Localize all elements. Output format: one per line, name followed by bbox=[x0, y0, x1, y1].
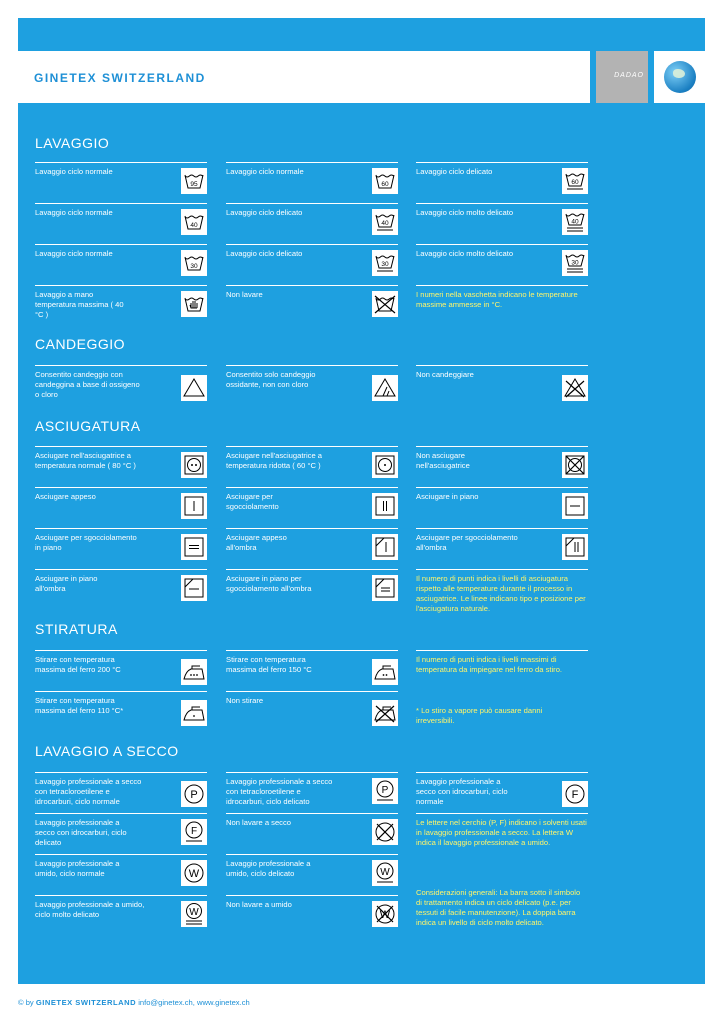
washtub-30-bar-icon bbox=[372, 250, 398, 276]
secco-note: Le lettere nel cerchio (P, F) indicano i solventi usati in lavaggio professionale a secco. La lettera W indica il lavaggio professionale a umido. bbox=[416, 813, 588, 848]
svg-text:40: 40 bbox=[190, 222, 198, 229]
asciugatura-item: Asciugare appeso all'ombra bbox=[226, 528, 398, 569]
washtub-30-double-bar-icon bbox=[562, 250, 588, 276]
stiratura-item: Stirare con temperatura massima del ferro 200 °C bbox=[35, 650, 207, 691]
candeggio-item: Consentito candeggio con candeggina a base di ossigeno o cloro bbox=[35, 365, 207, 410]
drip-dry-icon bbox=[372, 493, 398, 519]
svg-text:P: P bbox=[190, 789, 198, 801]
lavaggio-item: Lavaggio ciclo delicato 40 bbox=[226, 203, 398, 244]
drip-dry-shade-icon bbox=[562, 534, 588, 560]
no-iron-icon bbox=[372, 700, 398, 726]
lavaggio-item: Lavaggio a mano temperatura massima ( 40 °C ) bbox=[35, 285, 207, 332]
candeggio-item: Consentito solo candeggio ossidante, non con cloro bbox=[226, 365, 398, 410]
globe-icon bbox=[664, 61, 696, 93]
dry-flat-icon bbox=[562, 493, 588, 519]
secco-item: Lavaggio professionale a umido, ciclo delicato W bbox=[226, 854, 398, 895]
washtub-40-bar-icon bbox=[372, 209, 398, 235]
svg-text:F: F bbox=[571, 789, 579, 801]
tumble-dry-normal-icon bbox=[181, 452, 207, 478]
washtub-40-double-bar-icon bbox=[562, 209, 588, 235]
washtub-60-icon bbox=[372, 168, 398, 194]
dry-flat-shade-icon bbox=[181, 575, 207, 601]
footer: © by GINETEX SWITZERLAND info@ginetex.ch, www.ginetex.ch bbox=[18, 998, 250, 1007]
globe-logo bbox=[654, 51, 705, 103]
lavaggio-item: Lavaggio ciclo delicato 60 bbox=[416, 162, 588, 203]
wet-clean-w-icon bbox=[181, 860, 207, 886]
lavaggio-item: Lavaggio ciclo delicato 30 bbox=[226, 244, 398, 285]
stiratura-item: Non stirare bbox=[226, 691, 398, 732]
svg-text:F: F bbox=[190, 826, 198, 837]
brand-title: GINETEX SWITZERLAND bbox=[34, 71, 206, 85]
svg-text:W: W bbox=[380, 867, 390, 878]
lavaggio-item: Lavaggio ciclo normale 60 bbox=[226, 162, 398, 203]
asciugatura-item: Asciugare nell'asciugatrice a temperatura ridotta ( 60 °C ) bbox=[226, 446, 398, 487]
footer-contact[interactable]: info@ginetex.ch, www.ginetex.ch bbox=[138, 998, 250, 1007]
no-tumble-dry-icon bbox=[562, 452, 588, 478]
asciugatura-item: Non asciugare nell'asciugatrice bbox=[416, 446, 588, 487]
hand-wash-icon bbox=[181, 291, 207, 317]
svg-text:30: 30 bbox=[381, 261, 389, 268]
secco-considerations: Considerazioni generali: La barra sotto il simbolo di trattamento indica un ciclo delicato (p.e. per tessuti di facile manutenzione). La doppia barra indica un livello di ciclo molto delicato. bbox=[416, 888, 581, 927]
drip-dry-flat-icon bbox=[181, 534, 207, 560]
triangle-striped-icon bbox=[372, 375, 398, 401]
washtub-30-icon bbox=[181, 250, 207, 276]
asciugatura-item: Asciugare per sgocciolamento all'ombra bbox=[416, 528, 588, 569]
svg-text:40: 40 bbox=[381, 220, 389, 227]
secco-item: Non lavare a umido W bbox=[226, 895, 398, 936]
svg-text:W: W bbox=[189, 907, 199, 918]
washtub-95-icon bbox=[181, 168, 207, 194]
svg-text:60: 60 bbox=[381, 181, 389, 188]
stiratura-note: Il numero di punti indica i livelli massimi di temperatura da impiegare nel ferro da stiro. bbox=[416, 650, 588, 675]
wet-clean-w-bar-icon bbox=[372, 860, 398, 886]
secco-item: Lavaggio professionale a secco con tetracloroetilene e idrocarburi, ciclo normale P bbox=[35, 772, 207, 813]
svg-text:W: W bbox=[188, 868, 200, 880]
svg-text:60: 60 bbox=[571, 179, 579, 186]
secco-item: Non lavare a secco bbox=[226, 813, 398, 854]
asciugatura-item: Asciugare nell'asciugatrice a temperatura normale ( 80 °C ) bbox=[35, 446, 207, 487]
lavaggio-item: Non lavare bbox=[226, 285, 398, 332]
no-wet-clean-icon bbox=[372, 901, 398, 927]
lavaggio-item: Lavaggio ciclo normale 40 bbox=[35, 203, 207, 244]
section-stiratura: STIRATURA bbox=[35, 621, 118, 637]
section-lavaggio: LAVAGGIO bbox=[35, 135, 110, 151]
tumble-dry-low-icon bbox=[372, 452, 398, 478]
do-not-wash-icon bbox=[372, 291, 398, 317]
iron-low-icon bbox=[181, 700, 207, 726]
dry-clean-f-bar-icon bbox=[181, 819, 207, 845]
lavaggio-item: Lavaggio ciclo normale 30 bbox=[35, 244, 207, 285]
iron-medium-icon bbox=[372, 659, 398, 685]
header-bar bbox=[18, 51, 590, 103]
asciugatura-item: Asciugare in piano per sgocciolamento all'ombra bbox=[226, 569, 398, 614]
line-dry-icon bbox=[181, 493, 207, 519]
stiratura-item: Stirare con temperatura massima del ferro 110 °C* bbox=[35, 691, 207, 732]
lavaggio-note: I numeri nella vaschetta indicano le temperature massime ammesse in °C. bbox=[416, 285, 588, 310]
dadao-logo bbox=[596, 51, 648, 103]
asciugatura-item: Asciugare appeso bbox=[35, 487, 207, 528]
asciugatura-item: Asciugare per sgocciolamento bbox=[226, 487, 398, 528]
dry-clean-p-bar-icon bbox=[372, 778, 398, 804]
section-lavaggio-secco: LAVAGGIO A SECCO bbox=[35, 743, 179, 759]
washtub-40-icon bbox=[181, 209, 207, 235]
stiratura-item: Stirare con temperatura massima del ferro 150 °C bbox=[226, 650, 398, 691]
washtub-60-bar-icon bbox=[562, 168, 588, 194]
no-bleach-icon bbox=[562, 375, 588, 401]
lavaggio-item: Lavaggio ciclo normale 95 bbox=[35, 162, 207, 203]
secco-item: Lavaggio professionale a secco con idrocarburi, ciclo delicato F bbox=[35, 813, 207, 854]
secco-item: Lavaggio professionale a secco con tetracloroetilene e idrocarburi, ciclo delicato P bbox=[226, 772, 398, 813]
asciugatura-item: Asciugare in piano bbox=[416, 487, 588, 528]
lavaggio-item: Lavaggio ciclo molto delicato 30 bbox=[416, 244, 588, 285]
secco-item: Lavaggio professionale a umido, ciclo molto delicato W bbox=[35, 895, 207, 936]
dry-clean-f-icon bbox=[562, 781, 588, 807]
section-candeggio: CANDEGGIO bbox=[35, 336, 126, 352]
dry-clean-p-icon bbox=[181, 781, 207, 807]
asciugatura-item: Asciugare per sgocciolamento in piano bbox=[35, 528, 207, 569]
secco-item: Lavaggio professionale a umido, ciclo normale W bbox=[35, 854, 207, 895]
svg-text:95: 95 bbox=[190, 181, 198, 188]
wet-clean-w-double-bar-icon bbox=[181, 901, 207, 927]
stiratura-footnote: * Lo stiro a vapore può causare danni irreversibili. bbox=[416, 706, 543, 725]
iron-high-icon bbox=[181, 659, 207, 685]
svg-text:P: P bbox=[381, 785, 389, 796]
svg-text:30: 30 bbox=[571, 259, 579, 267]
line-dry-shade-icon bbox=[372, 534, 398, 560]
asciugatura-note: Il numero di punti indica i livelli di asciugatura rispetto alle temperature durante il processo in asciugatrice. Le linee indicano tipo e posizione per l'asciugatura naturale. bbox=[416, 569, 588, 614]
logo-text: DADAO bbox=[614, 72, 644, 79]
no-dry-clean-icon bbox=[372, 819, 398, 845]
drip-dry-flat-shade-icon bbox=[372, 575, 398, 601]
footer-brand: GINETEX SWITZERLAND bbox=[35, 998, 137, 1007]
lavaggio-item: Lavaggio ciclo molto delicato 40 bbox=[416, 203, 588, 244]
secco-item: Lavaggio professionale a secco con idrocarburi, ciclo normale F bbox=[416, 772, 588, 813]
asciugatura-item: Asciugare in piano all'ombra bbox=[35, 569, 207, 614]
svg-text:30: 30 bbox=[190, 263, 198, 270]
svg-text:40: 40 bbox=[571, 218, 579, 226]
triangle-icon bbox=[181, 375, 207, 401]
svg-text:W: W bbox=[379, 909, 391, 921]
candeggio-item: Non candeggiare bbox=[416, 365, 588, 410]
section-asciugatura: ASCIUGATURA bbox=[35, 418, 141, 434]
